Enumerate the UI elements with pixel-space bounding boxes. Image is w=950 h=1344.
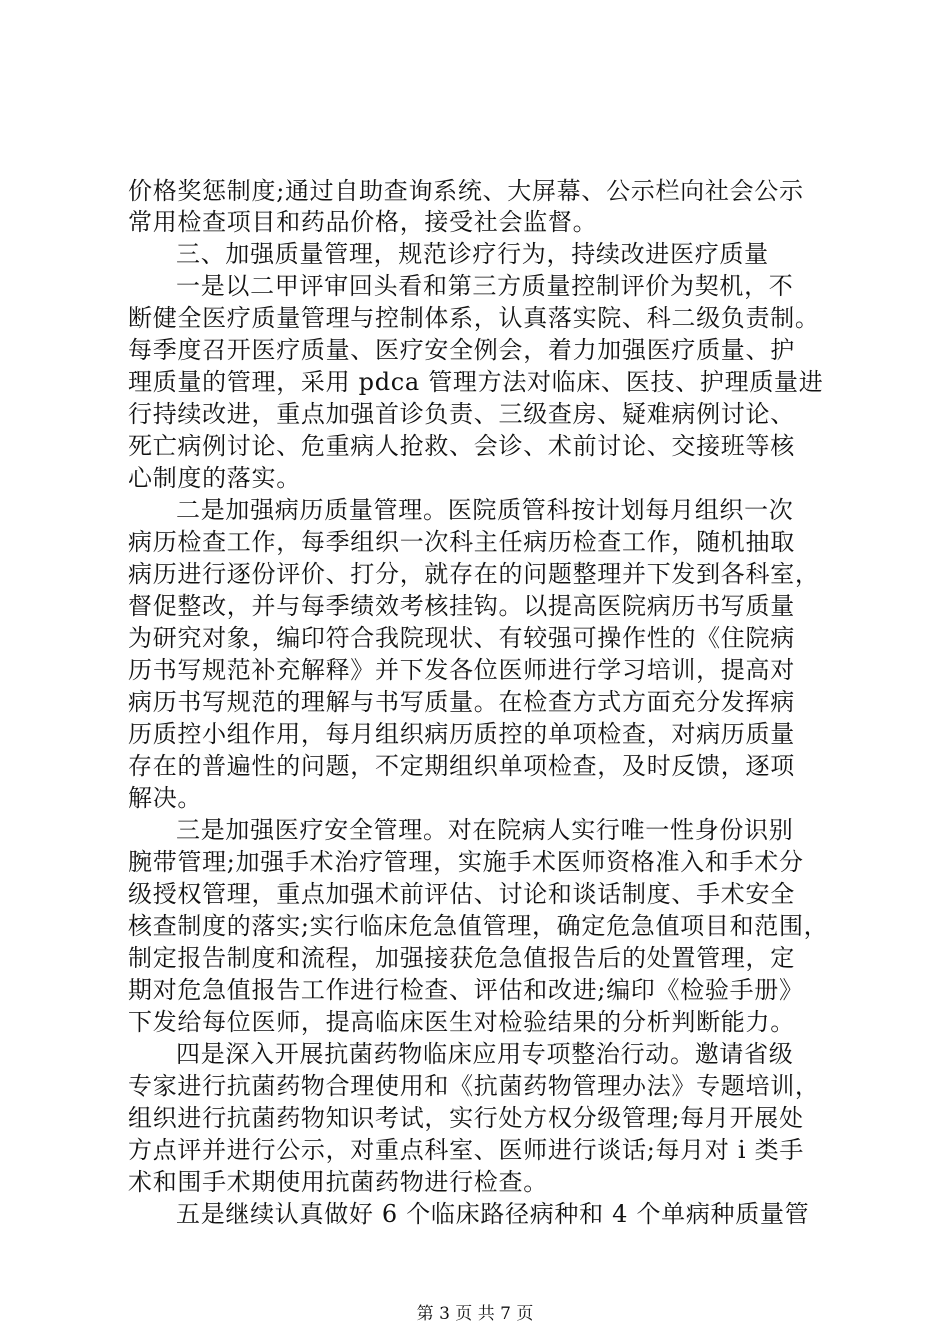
text-line: 四是深入开展抗菌药物临床应用专项整治行动。邀请省级 — [176, 1040, 794, 1068]
text-line: 理质量的管理，采用 pdca 管理方法对临床、医技、护理质量进 — [128, 368, 824, 396]
section-heading: 三、加强质量管理，规范诊疗行为，持续改进医疗质量 — [176, 240, 769, 268]
text-line: 期对危急值报告工作进行检查、评估和改进;编印《检验手册》 — [128, 976, 804, 1004]
text-line: 病历检查工作，每季组织一次科主任病历检查工作，随机抽取 — [128, 528, 795, 556]
text-line: 为研究对象，编印符合我院现状、有较强可操作性的《住院病 — [128, 624, 795, 652]
text-line: 历质控小组作用，每月组织病历质控的单项检查，对病历质量 — [128, 720, 795, 748]
text-line: 一是以二甲评审回头看和第三方质量控制评价为契机，不 — [176, 272, 794, 300]
text-line: 术和围手术期使用抗菌药物进行检查。 — [128, 1168, 548, 1196]
text-line: 方点评并进行公示，对重点科室、医师进行谈话;每月对 i 类手 — [128, 1136, 805, 1164]
text-line: 核查制度的落实;实行临床危急值管理，确定危急值项目和范围， — [128, 912, 829, 940]
text-line: 下发给每位医师，提高临床医生对检验结果的分析判断能力。 — [128, 1008, 795, 1036]
text-line: 存在的普遍性的问题，不定期组织单项检查，及时反馈，逐项 — [128, 752, 795, 780]
text-line: 常用检查项目和药品价格，接受社会监督。 — [128, 208, 598, 236]
text-line: 督促整改，并与每季绩效考核挂钩。以提高医院病历书写质量 — [128, 592, 795, 620]
text-line: 五是继续认真做好 6 个临床路径病种和 4 个单病种质量管 — [176, 1200, 810, 1228]
text-line: 每季度召开医疗质量、医疗安全例会，着力加强医疗质量、护 — [128, 336, 795, 364]
text-line: 死亡病例讨论、危重病人抢救、会诊、术前讨论、交接班等核 — [128, 432, 795, 460]
text-line: 二是加强病历质量管理。医院质管科按计划每月组织一次 — [176, 496, 794, 524]
text-line: 病历进行逐份评价、打分，就存在的问题整理并下发到各科室， — [128, 560, 820, 588]
text-line: 解决。 — [128, 784, 203, 812]
text-line: 断健全医疗质量管理与控制体系，认真落实院、科二级负责制。 — [128, 304, 820, 332]
text-line: 级授权管理，重点加强术前评估、讨论和谈话制度、手术安全 — [128, 880, 795, 908]
text-line: 行持续改进，重点加强首诊负责、三级查房、疑难病例讨论、 — [128, 400, 795, 428]
page-footer: 第 3 页 共 7 页 — [416, 1304, 534, 1324]
text-line: 病历书写规范的理解与书写质量。在检查方式方面充分发挥病 — [128, 688, 795, 716]
text-line: 心制度的落实。 — [128, 464, 301, 492]
text-line: 制定报告制度和流程，加强接获危急值报告后的处置管理，定 — [128, 944, 795, 972]
text-line: 历书写规范补充解释》并下发各位医师进行学习培训，提高对 — [128, 656, 795, 684]
text-line: 组织进行抗菌药物知识考试，实行处方权分级管理;每月开展处 — [128, 1104, 804, 1132]
text-line: 腕带管理;加强手术治疗管理，实施手术医师资格准入和手术分 — [128, 848, 804, 876]
text-line: 专家进行抗菌药物合理使用和《抗菌药物管理办法》专题培训， — [128, 1072, 820, 1100]
text-line: 价格奖惩制度;通过自助查询系统、大屏幕、公示栏向社会公示 — [128, 177, 804, 205]
text-line: 三是加强医疗安全管理。对在院病人实行唯一性身份识别 — [176, 816, 794, 844]
